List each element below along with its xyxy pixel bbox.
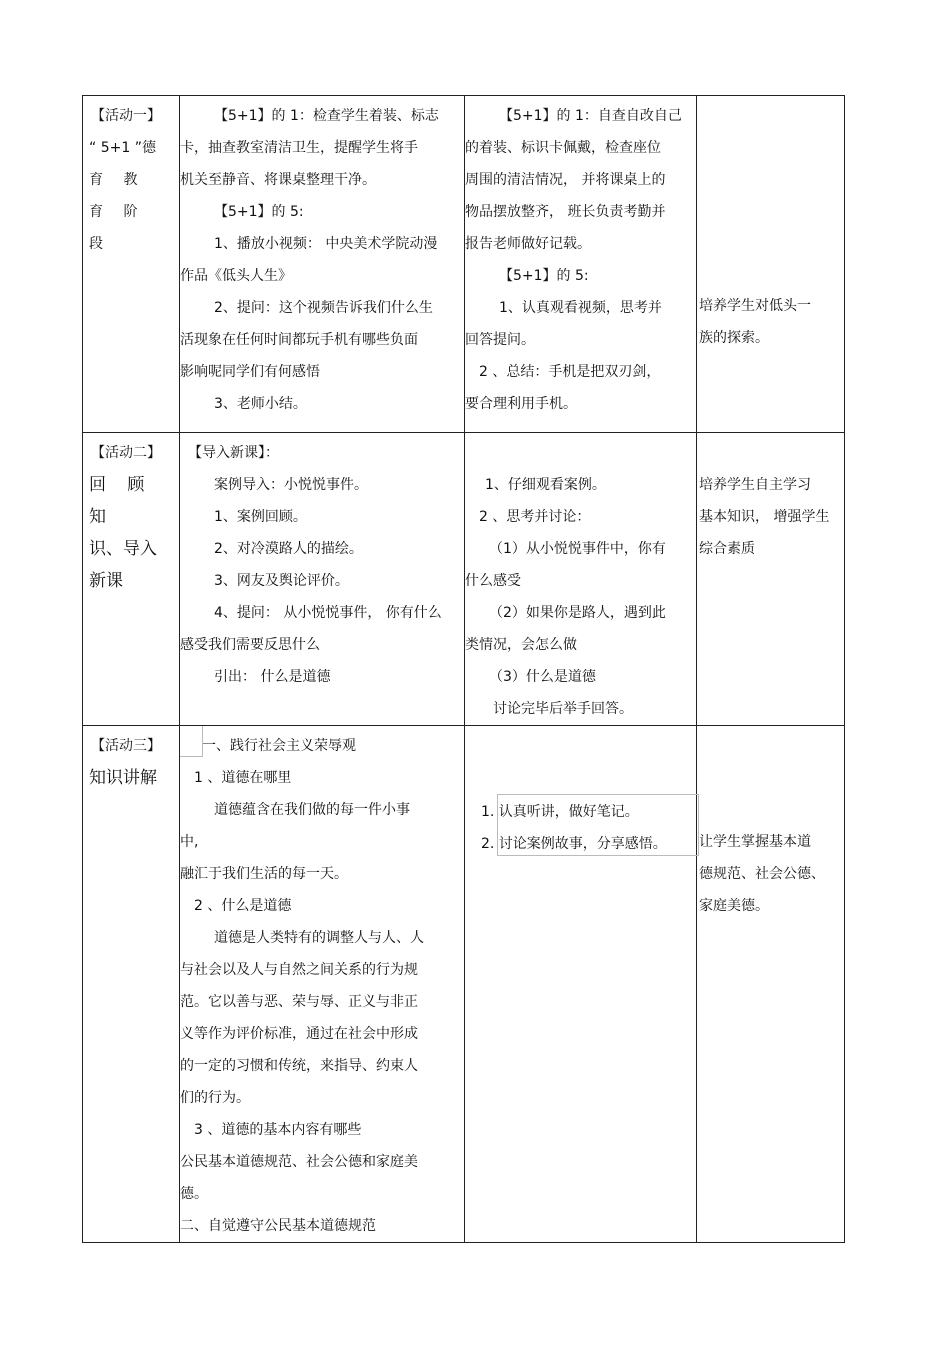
section-marker bbox=[180, 726, 203, 757]
teacher-line: 道德是人类特有的调整人与人、人 bbox=[214, 930, 424, 946]
activity-text: 回 顾 知 bbox=[89, 475, 153, 527]
activity-text: “ 5+1 ”德 bbox=[89, 140, 156, 156]
student-line: 2 、思考并讨论： bbox=[479, 509, 591, 525]
teacher-line: 1、播放小视频： 中央美术学院动漫 bbox=[214, 236, 438, 252]
activity-text: 段 bbox=[89, 236, 103, 252]
activity-title: 【活动二】 bbox=[91, 445, 161, 461]
teacher-line: 融汇于我们生活的每一天。 bbox=[180, 866, 348, 882]
student-line: 什么感受 bbox=[465, 573, 521, 589]
student-line: 2 、总结：手机是把双刃剑， bbox=[479, 364, 661, 380]
teacher-line: 卡，抽查教室清洁卫生，提醒学生将手 bbox=[180, 140, 418, 156]
teacher-line: 的一定的习惯和传统，来指导、约束人 bbox=[180, 1058, 418, 1074]
student-line: 的着装、标识卡佩戴，检查座位 bbox=[465, 140, 661, 156]
goal-cell-3 bbox=[697, 726, 845, 1243]
teacher-line: 范。它以善与恶、荣与辱、正义与非正 bbox=[180, 994, 418, 1010]
activity-row-1 bbox=[83, 96, 845, 433]
goal-line: 基本知识， 增强学生 bbox=[699, 509, 830, 525]
activity-text: 育 教 育 阶 bbox=[89, 172, 146, 220]
teacher-line: 引出： 什么是道德 bbox=[214, 669, 331, 685]
student-line: 【5+1】的 5: bbox=[499, 268, 589, 284]
teacher-line: 们的行为。 bbox=[180, 1090, 250, 1106]
student-line: 回答提问。 bbox=[465, 332, 535, 348]
list-item: 2. 讨论案例故事，分享感悟。 bbox=[481, 836, 667, 852]
teacher-line: 德。 bbox=[180, 1186, 208, 1202]
goal-line: 让学生掌握基本道 bbox=[699, 834, 811, 850]
lesson-plan-table bbox=[82, 95, 845, 1243]
teacher-line: 4、提问： 从小悦悦事件， 你有什么 bbox=[214, 605, 442, 621]
teacher-line: 作品《低头人生》 bbox=[180, 268, 292, 284]
student-activity-cell-1 bbox=[465, 96, 697, 433]
teacher-line: 影响呢同学们有何感悟 bbox=[180, 364, 320, 380]
teacher-line: 1、案例回顾。 bbox=[214, 509, 307, 525]
activity-cell-1 bbox=[83, 96, 180, 433]
teacher-line: 3、老师小结。 bbox=[214, 396, 307, 412]
list-item: 1. 认真听讲，做好笔记。 bbox=[481, 804, 639, 820]
teacher-line: 活现象在任何时间都玩手机有哪些负面 bbox=[180, 332, 418, 348]
teacher-line: 道德蕴含在我们做的每一件小事 bbox=[214, 802, 410, 818]
student-line: 物品摆放整齐， 班长负责考勤并 bbox=[465, 204, 666, 220]
teacher-line: 3、网友及舆论评价。 bbox=[214, 573, 349, 589]
goal-line: 综合素质 bbox=[699, 541, 755, 557]
student-line: 1、仔细观看案例。 bbox=[485, 477, 606, 493]
goal-line: 家庭美德。 bbox=[699, 898, 769, 914]
student-activity-cell-2 bbox=[465, 433, 697, 726]
teacher-line: 2 、什么是道德 bbox=[194, 898, 292, 914]
student-line: （3）什么是道德 bbox=[489, 669, 596, 685]
student-line: 要合理利用手机。 bbox=[465, 396, 577, 412]
goal-cell-1 bbox=[697, 96, 845, 433]
student-line: 讨论完毕后举手回答。 bbox=[493, 701, 633, 717]
teacher-line: 感受我们需要反思什么 bbox=[180, 637, 320, 653]
teacher-line: 与社会以及人与自然之间关系的行为规 bbox=[180, 962, 418, 978]
teacher-line: 1 、道德在哪里 bbox=[194, 770, 292, 786]
teacher-line: 3 、道德的基本内容有哪些 bbox=[194, 1122, 362, 1138]
student-line: 类情况，会怎么做 bbox=[465, 637, 577, 653]
activity-row-2 bbox=[83, 433, 845, 726]
teacher-line: 2、提问：这个视频告诉我们什么生 bbox=[214, 300, 433, 316]
activity-cell-2 bbox=[83, 433, 180, 726]
teacher-line: 【5+1】的 1：检查学生着装、标志 bbox=[214, 108, 439, 124]
goal-line: 培养学生自主学习 bbox=[699, 477, 811, 493]
teacher-activity-cell-1 bbox=[180, 96, 465, 433]
teacher-activity-cell-2 bbox=[180, 433, 465, 726]
teacher-line: 机关至静音、将课桌整理干净。 bbox=[180, 172, 376, 188]
teacher-line: 一、践行社会主义荣辱观 bbox=[202, 738, 356, 754]
goal-line: 族的探索。 bbox=[699, 330, 769, 346]
activity-text: 知识讲解 bbox=[89, 768, 157, 788]
student-line: （1）从小悦悦事件中，你有 bbox=[489, 541, 666, 557]
teacher-line: 【5+1】的 5: bbox=[214, 204, 304, 220]
goal-cell-2 bbox=[697, 433, 845, 726]
student-line: （2）如果你是路人，遇到此 bbox=[489, 605, 666, 621]
student-line: 周围的清洁情况， 并将课桌上的 bbox=[465, 172, 666, 188]
activity-text: 识、导入 bbox=[89, 539, 157, 559]
goal-line: 德规范、社会公德、 bbox=[699, 866, 825, 882]
teacher-line: 义等作为评价标准，通过在社会中形成 bbox=[180, 1026, 418, 1042]
goal-line: 培养学生对低头一 bbox=[699, 298, 811, 314]
activity-text: 新课 bbox=[89, 571, 123, 591]
student-line: 报告老师做好记载。 bbox=[465, 236, 591, 252]
activity-title: 【活动一】 bbox=[91, 108, 161, 124]
teacher-line: 公民基本道德规范、社会公德和家庭美 bbox=[180, 1154, 418, 1170]
activity-row-3 bbox=[83, 726, 845, 1243]
teacher-line: 2、对冷漠路人的描绘。 bbox=[214, 541, 363, 557]
teacher-line: 中, bbox=[180, 834, 199, 850]
teacher-activity-cell-3 bbox=[180, 726, 465, 1243]
teacher-line: 二、自觉遵守公民基本道德规范 bbox=[180, 1218, 376, 1234]
student-activity-cell-3 bbox=[465, 726, 697, 1243]
student-line: 【5+1】的 1：自查自改自己 bbox=[499, 108, 682, 124]
teacher-line: 【导入新课】： bbox=[188, 445, 279, 461]
student-list bbox=[481, 796, 667, 860]
activity-title: 【活动三】 bbox=[91, 738, 161, 754]
student-line: 1、认真观看视频，思考并 bbox=[499, 300, 662, 316]
activity-cell-3 bbox=[83, 726, 180, 1243]
teacher-line: 案例导入：小悦悦事件。 bbox=[214, 477, 368, 493]
